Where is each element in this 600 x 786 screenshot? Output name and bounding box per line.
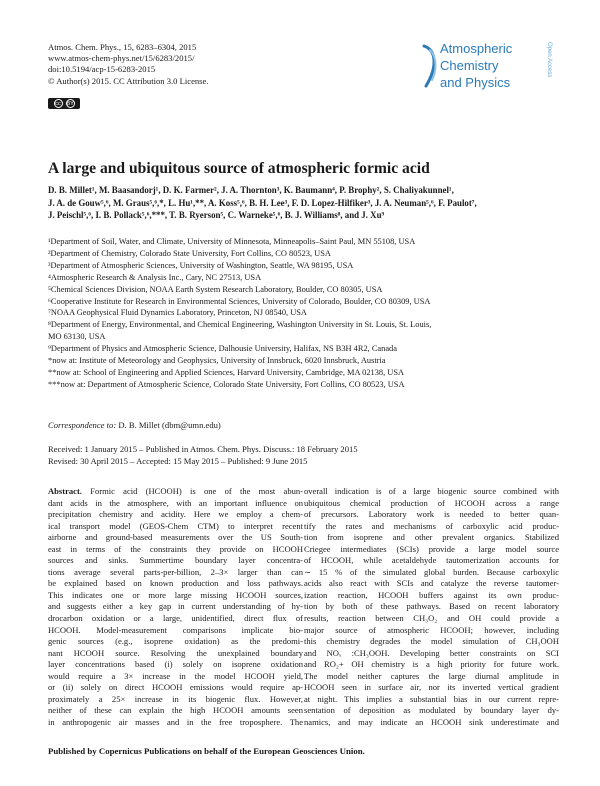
affiliation: ⁸Department of Energy, Environmental, and Chemical Engineering, Washington University in St. Louis, St. Louis, [48, 320, 432, 330]
abstract-line-text: at night. This implies a substantial bias in our current repre- [304, 693, 559, 704]
by-person-icon: BY [66, 101, 74, 107]
abstract-left-column [48, 486, 303, 728]
abstract-line [48, 486, 303, 498]
affiliation: *now at: Institute of Meteorology and Geophysics, University of Innsbruck, 6020 Innsbruck, Austria [48, 356, 386, 366]
correspondence [48, 420, 221, 430]
abstract-line [304, 717, 559, 729]
abstract-line [304, 555, 559, 567]
abstract-line-text: HCOOH seen in surface air, nor its inverted vertical gradient [304, 682, 559, 693]
affiliation: ²Department of Chemistry, Colorado State University, Fort Collins, CO 80523, USA [48, 248, 331, 258]
abstract-line [304, 532, 559, 544]
abstract-line-text: and RO₂+ OH chemistry is a high priority for future work. [304, 659, 559, 670]
abstract-line [48, 521, 303, 533]
abstract-line-text: drocarbon oxidation or a large, unidentified, direct flux of [48, 613, 303, 624]
correspondence-email[interactable]: D. B. Millet (dbm@umn.edu) [118, 420, 221, 430]
abstract-line [48, 717, 303, 729]
correspondence-label: Correspondence to: [48, 420, 117, 430]
publisher-footer: Published by Copernicus Publications on behalf of the European Geosciences Union. [48, 746, 365, 756]
abstract-line-text: HCOOH. Model-measurement comparisons implicate bio- [48, 624, 303, 635]
abstract-line-text: tion from isoprene and other prevalent organics. Stabilized [304, 532, 559, 543]
abstract-line-text: sentation of deposition as modulated by boundary layer dy- [304, 705, 559, 716]
abstract-line [304, 486, 559, 498]
dates-line: Revised: 30 April 2015 – Accepted: 15 May 2015 – Published: 9 June 2015 [48, 455, 308, 466]
abstract-line [304, 625, 559, 637]
abstract-line [48, 544, 303, 556]
logo-line-3: and Physics [440, 75, 511, 90]
abstract-line [304, 590, 559, 602]
affiliation: ***now at: Department of Atmospheric Science, Colorado State University, Fort Collins, CO 80523, USA [48, 379, 405, 389]
author-line: J. A. de Gouw⁵,⁶, M. Graus⁵,⁶,*, L. Hu¹,**, A. Koss⁵,⁶, B. H. Lee³, F. D. Lopez-Hilfiker³, J. A. Neuman⁵,⁶, F. Paulot⁷, [48, 197, 477, 208]
header-meta [48, 42, 209, 87]
abstract-line [304, 636, 559, 648]
logo-line-1: Atmospheric [440, 41, 513, 56]
abstract-line [48, 613, 303, 625]
abstract-line [48, 590, 303, 602]
citation: Atmos. Chem. Phys., 15, 6283–6304, 2015 [48, 42, 197, 52]
abstract-line [48, 705, 303, 717]
abstract-label: Abstract. [48, 486, 82, 496]
publication-dates [48, 444, 358, 467]
abstract-line-text: dant acids in the atmosphere, with an important influence on [48, 497, 303, 508]
abstract-line-text: major source of atmospheric HCOOH; however, including [304, 624, 559, 635]
abstract-line [48, 567, 303, 579]
abstract-line [48, 625, 303, 637]
abstract-line-text: results, reaction between CH₃O₂ and OH could provide a [304, 613, 559, 624]
abstract-line-text: and NOₓ :CH₃OOH. Developing better constraints on SCI [304, 647, 559, 658]
abstract-line [48, 532, 303, 544]
abstract-line [304, 567, 559, 579]
journal-logo [420, 40, 560, 96]
abstract-line-text: and suggests either a key gap in current understanding of hy- [48, 601, 303, 612]
paper-title: A large and ubiquitous source of atmospheric formic acid [48, 160, 430, 177]
abstract-line-text: airborne and ground-based measurements over the US South- [48, 532, 303, 543]
author-line: D. B. Millet¹, M. Baasandorj¹, D. K. Farmer², J. A. Thornton³, K. Baumann⁴, P. Brophy², S. Chaliyakunnel¹, [48, 185, 454, 195]
abstract-line-text: or (ii) solely on direct HCOOH emissions would require ap- [48, 682, 303, 693]
abstract-line [304, 601, 559, 613]
affiliation-list [48, 236, 558, 391]
affiliation: ³Department of Atmospheric Sciences, University of Washington, Seattle, WA 98195, USA [48, 260, 354, 270]
abstract-line-text: acids also react with SCIs and catalyze the reverse tautomer- [304, 578, 559, 589]
abstract-line [304, 659, 559, 671]
abstract-line-text: of HCOOH, while acetaldehyde tautomerization accounts for [304, 555, 559, 566]
abstract-line [304, 671, 559, 683]
abstract-line-text: in anthropogenic air masses and in the free troposphere. The [48, 716, 303, 727]
affiliation: ¹Department of Soil, Water, and Climate, University of Minnesota, Minneapolis–Saint Paul, MN 55108, USA [48, 237, 416, 246]
author-line: J. Peischl⁵,⁶, I. B. Pollack⁵,⁶,***, T. B. Ryerson⁵, C. Warneke⁵,⁶, B. J. Williams⁸, and J. Xu⁹ [48, 210, 385, 221]
cc-circle-icon: cc [55, 101, 61, 107]
abstract-line-text: would require a 3× increase in the model HCOOH yield, [48, 670, 303, 681]
abstract-line-text: ubiquitous chemical production of HCOOH across a range [304, 497, 559, 508]
abstract-line-text: sources and sinks. Summertime boundary layer concentra- [48, 555, 303, 566]
abstract-line [48, 578, 303, 590]
abstract-line [304, 694, 559, 706]
abstract-line-text: namics, and may indicate an HCOOH sink underestimate and [304, 716, 559, 727]
license: © Author(s) 2015. CC Attribution 3.0 License. [48, 75, 209, 86]
abstract-line [48, 509, 303, 521]
logo-line-2: Chemistry [440, 58, 499, 73]
abstract-line-text: of precursors. Laboratory work is needed to better quan- [304, 509, 559, 520]
abstract-right-column [304, 486, 559, 728]
abstract-line [48, 648, 303, 660]
doi[interactable]: doi:10.5194/acp-15-6283-2015 [48, 64, 156, 75]
abstract-line-text: genic sources (e.g., isoprene oxidation) as the predomi- [48, 636, 303, 647]
abstract-line-text: Criegee intermediates (SCIs) provide a large model source [304, 543, 559, 554]
abstract-line-text: proximately a 25× increase in its biogenic flux. However, [48, 693, 303, 704]
affiliation: ⁴Atmospheric Research & Analysis Inc., Cary, NC 27513, USA [48, 272, 262, 282]
abstract-line [304, 682, 559, 694]
logo-swoosh-icon [420, 40, 442, 92]
affiliation: ⁵Chemical Sciences Division, NOAA Earth System Research Laboratory, Boulder, CO 80305, USA [48, 284, 383, 294]
abstract-line [48, 601, 303, 613]
abstract-line [48, 671, 303, 683]
abstract-line-text: neither of these can explain the high HCOOH amounts seen [48, 705, 303, 716]
abstract-line [304, 498, 559, 510]
abstract-line-text: The model neither captures the large diurnal amplitude in [304, 670, 559, 681]
cc-by-badge-icon[interactable] [48, 98, 80, 109]
abstract-line [304, 613, 559, 625]
abstract-line-text: be explained based on known production and loss pathways. [48, 578, 303, 589]
abstract-line-text: east in terms of the constraints they provide on HCOOH [48, 543, 303, 554]
abstract-line-text: nant HCOOH source. Resolving the unexplained boundary [48, 647, 303, 658]
abstract-line-text: Formic acid (HCOOH) is one of the most abun- [90, 486, 303, 496]
article-url[interactable]: www.atmos-chem-phys.net/15/6283/2015/ [48, 53, 195, 64]
abstract-line-text: precipitation chemistry and acidity. Here we employ a chem- [48, 509, 303, 520]
abstract-line [48, 694, 303, 706]
affiliation: ⁹Department of Physics and Atmospheric Science, Dalhousie University, Halifax, NS B3H 4R2, Canada [48, 344, 397, 354]
affiliation: MO 63130, USA [48, 332, 106, 342]
abstract-line-text: tions average several parts-per-billion, 2–3× larger than can [48, 566, 303, 577]
abstract-line [304, 544, 559, 556]
abstract-line [48, 498, 303, 510]
abstract-line [48, 555, 303, 567]
abstract-line-text: ∼ 15 % of the simulated global burden. Because carboxylic [304, 566, 559, 577]
abstract-line-text: overall indication is of a large biogenic source combined with [304, 486, 559, 496]
abstract-line-text: This indicates one or more large missing HCOOH sources, [48, 589, 303, 600]
dates-line: Received: 1 January 2015 – Published in Atmos. Chem. Phys. Discuss.: 18 February 2015 [48, 444, 358, 454]
abstract-line-text: ization reaction, HCOOH buffers against its own produc- [304, 589, 559, 600]
abstract-line [304, 521, 559, 533]
abstract-line-text: layer concentrations based (i) solely on isoprene oxidation [48, 659, 303, 670]
abstract-line [48, 636, 303, 648]
abstract-line [304, 648, 559, 660]
author-list [48, 184, 558, 222]
open-access-label: Open Access [546, 42, 552, 78]
abstract-line-text: tify the rates and mechanisms of carboxylic acid produc- [304, 520, 559, 531]
abstract-line [48, 682, 303, 694]
abstract-line [48, 659, 303, 671]
abstract-line [304, 509, 559, 521]
abstract-line-text: ical transport model (GEOS-Chem CTM) to interpret recent [48, 520, 303, 531]
affiliation: ⁷NOAA Geophysical Fluid Dynamics Laboratory, Princeton, NJ 08540, USA [48, 308, 307, 318]
abstract-line-text: tion by both of these pathways. Based on recent laboratory [304, 601, 559, 612]
abstract-line [304, 705, 559, 717]
affiliation: **now at: School of Engineering and Applied Sciences, Harvard University, Cambridge, MA 02138, USA [48, 367, 405, 377]
affiliation: ⁶Cooperative Institute for Research in Environmental Sciences, University of Colorado, Boulder, CO 80309, USA [48, 296, 431, 306]
abstract-line-text: this chemistry degrades the model simulation of CH₃OOH [304, 636, 559, 647]
abstract-line [304, 578, 559, 590]
